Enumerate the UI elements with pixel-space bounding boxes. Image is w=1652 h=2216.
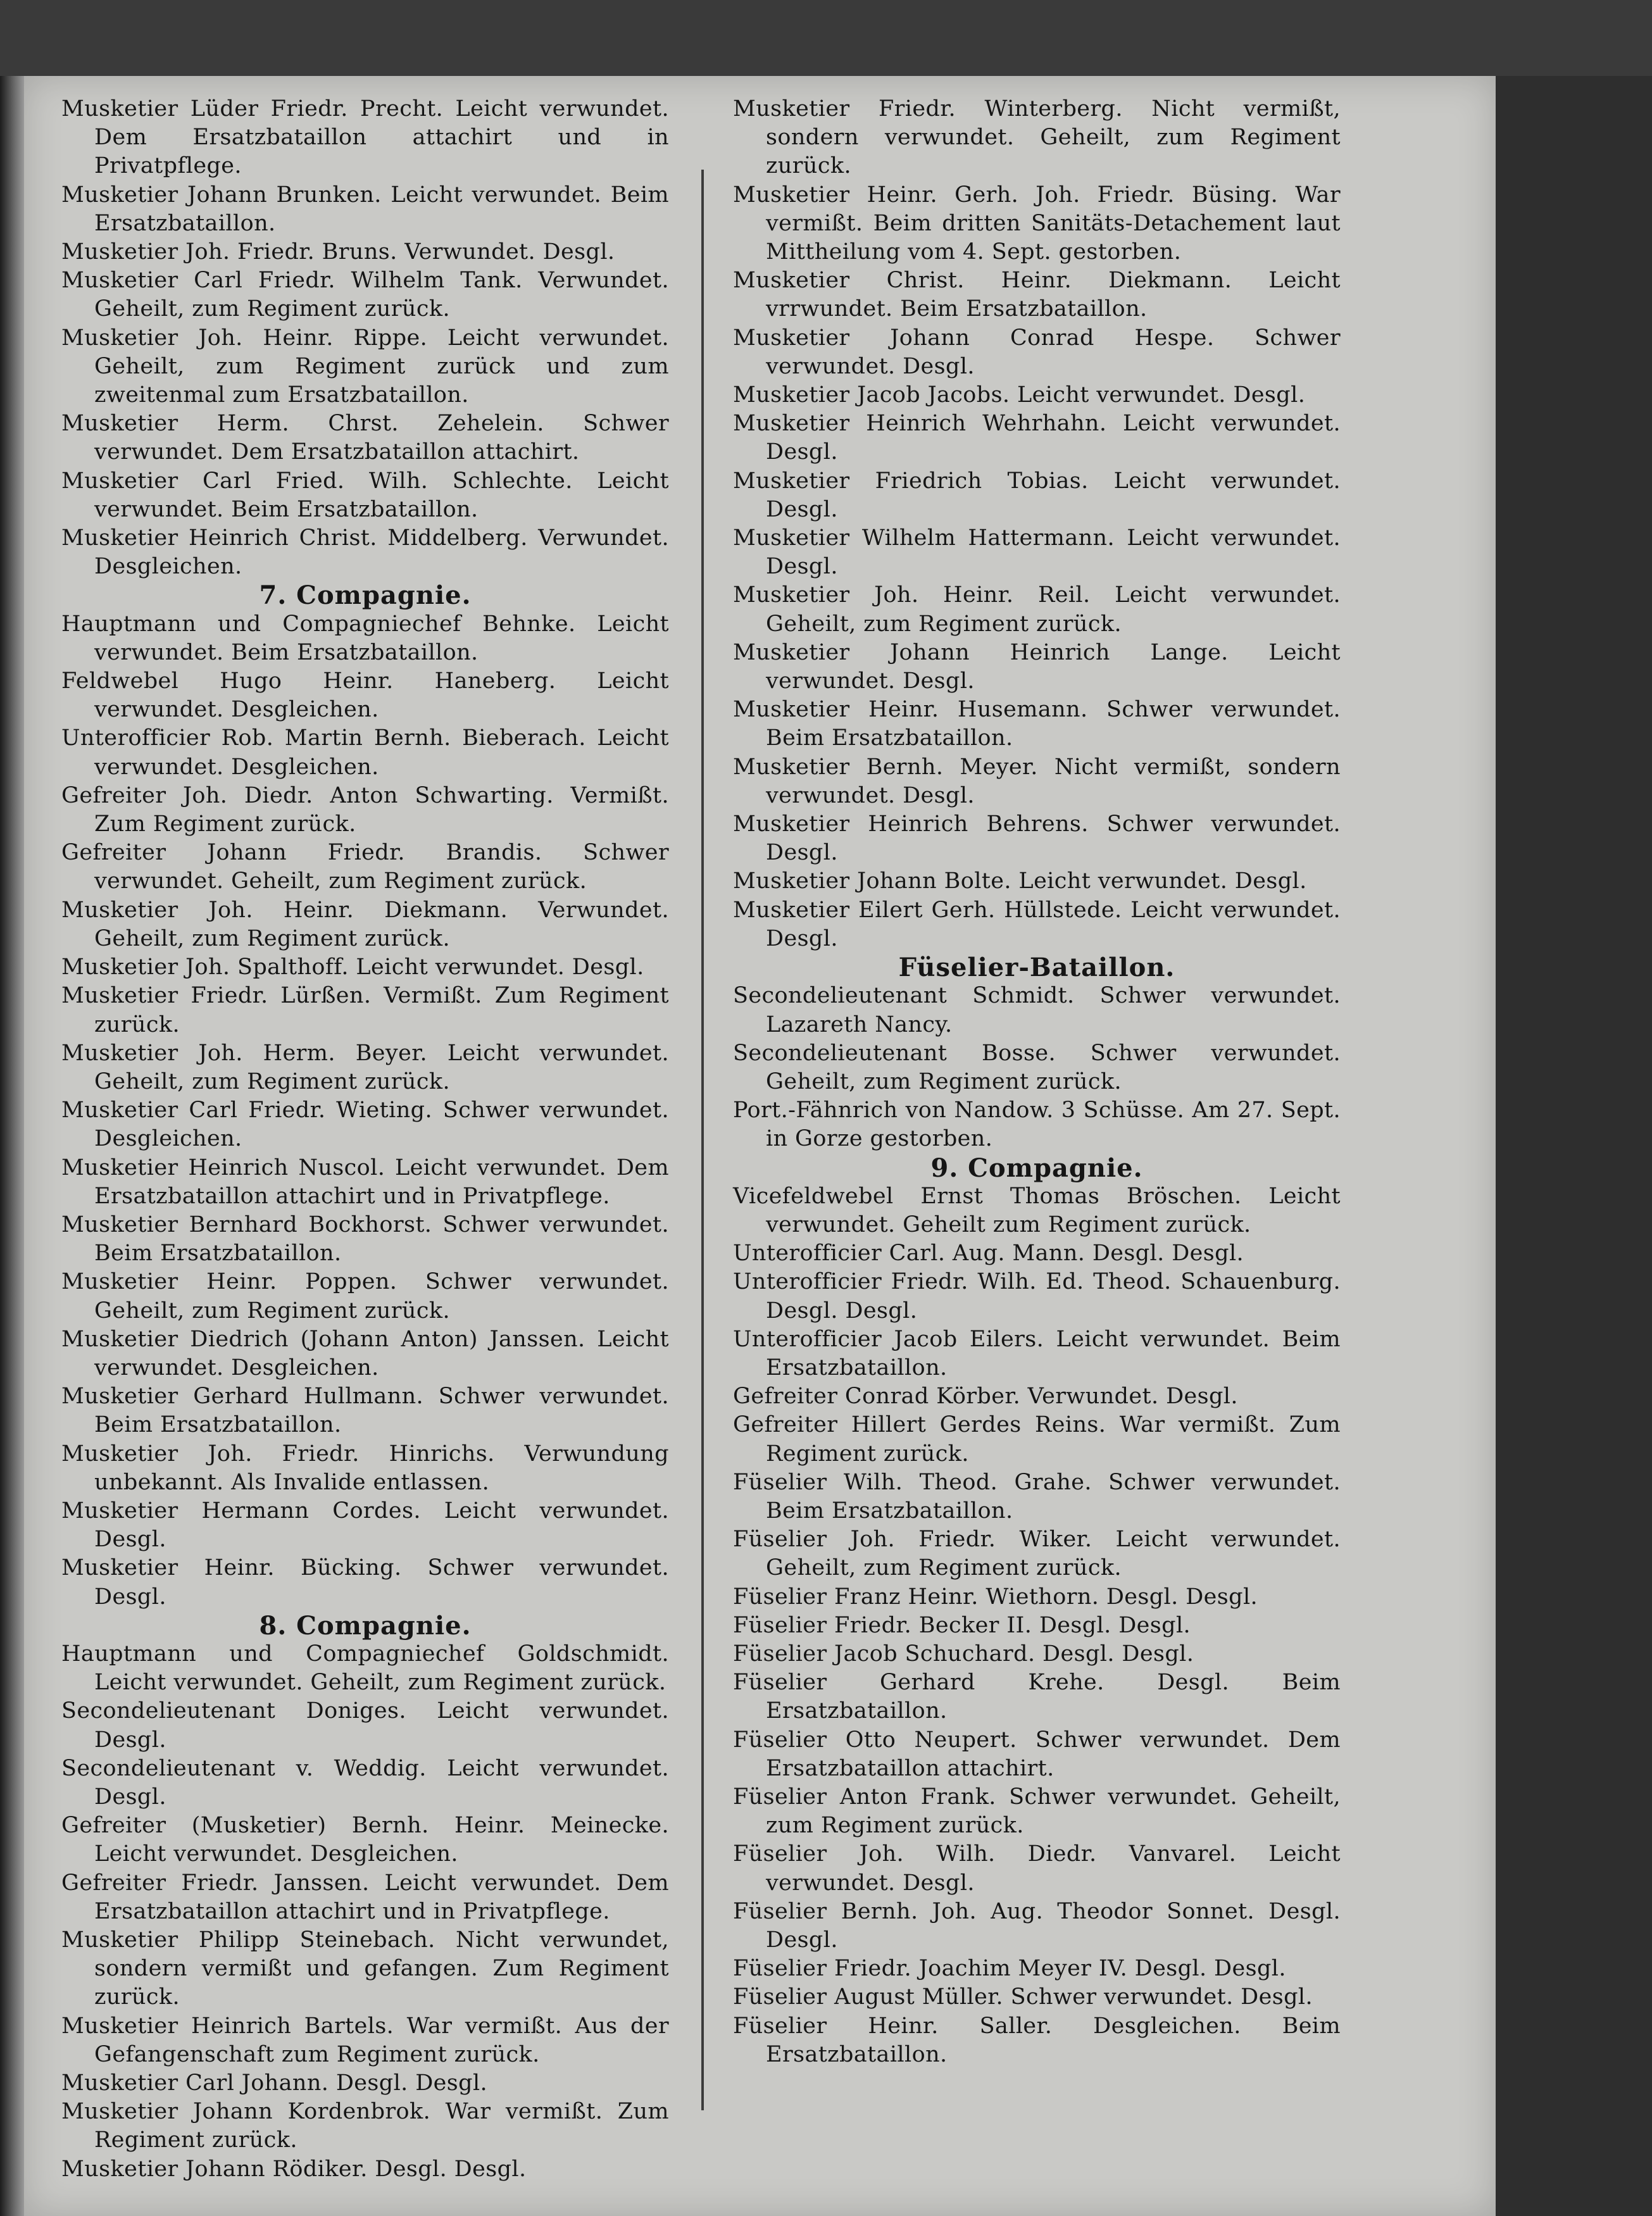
casualty-entry: Musketier Heinrich Behrens. Schwer verwundet. Desgl.: [733, 811, 1341, 866]
casualty-entry: Musketier Heinrich Bartels. War vermißt. Aus der Gefangenschaft zum Regiment zurück.: [61, 2013, 669, 2067]
casualty-entry: Musketier Carl Johann. Desgl. Desgl.: [61, 2070, 488, 2096]
casualty-entry: Gefreiter Joh. Diedr. Anton Schwarting. Vermißt. Zum Regiment zurück.: [61, 782, 669, 837]
casualty-entry: Füselier Wilh. Theod. Grahe. Schwer verwundet. Beim Ersatzbataillon.: [733, 1469, 1341, 1524]
casualty-entry: Füselier Bernh. Joh. Aug. Theodor Sonnet. Desgl. Desgl.: [733, 1898, 1341, 1953]
casualty-entry: Musketier Johann Conrad Hespe. Schwer verwundet. Desgl.: [733, 325, 1341, 379]
casualty-entry: Füselier Friedr. Becker II. Desgl. Desgl.: [733, 1612, 1191, 1638]
casualty-entry: Musketier Lüder Friedr. Precht. Leicht verwundet. Dem Ersatzbataillon attachirt und in Privatpflege.: [61, 96, 669, 179]
casualty-entry: Musketier Joh. Spalthoff. Leicht verwundet. Desgl.: [61, 955, 644, 980]
casualty-entry: Feldwebel Hugo Heinr. Haneberg. Leicht verwundet. Desgleichen.: [61, 668, 669, 723]
casualty-entry: Gefreiter Friedr. Janssen. Leicht verwundet. Dem Ersatzbataillon attachirt und in Privatpflege.: [61, 1870, 669, 1924]
casualty-entry: Musketier Carl Friedr. Wilhelm Tank. Verwundet. Geheilt, zum Regiment zurück.: [61, 268, 669, 322]
casualty-entry: Musketier Hermann Cordes. Leicht verwundet. Desgl.: [61, 1498, 669, 1553]
casualty-entry: Füselier Joh. Friedr. Wiker. Leicht verwundet. Geheilt, zum Regiment zurück.: [733, 1527, 1341, 1581]
casualty-entry: Musketier Bernh. Meyer. Nicht vermißt, sondern verwundet. Desgl.: [733, 754, 1341, 808]
casualty-entry: Musketier Wilhelm Hattermann. Leicht verwundet. Desgl.: [733, 525, 1341, 580]
section-heading: 7. Compagnie.: [259, 580, 472, 611]
casualty-entry: Musketier Johann Bolte. Leicht verwundet. Desgl.: [733, 868, 1307, 894]
column-divider: [701, 170, 704, 2110]
casualty-entry: Hauptmann und Compagniechef Goldschmidt. Leicht verwundet. Geheilt, zum Regiment zurück.: [61, 1641, 669, 1696]
casualty-entry: Füselier Jacob Schuchard. Desgl. Desgl.: [733, 1641, 1194, 1667]
section-heading: Füselier-Bataillon.: [898, 953, 1175, 983]
casualty-entry: Gefreiter Conrad Körber. Verwundet. Desgl.: [733, 1384, 1238, 1410]
casualty-entry: Musketier Heinr. Gerh. Joh. Friedr. Büsing. War vermißt. Beim dritten Sanitäts-Detachement laut Mittheilung vom 4. Sept. gestorben.: [733, 182, 1341, 265]
casualty-entry: Musketier Heinr. Poppen. Schwer verwundet. Geheilt, zum Regiment zurück.: [61, 1269, 669, 1324]
casualty-entry: Musketier Joh. Friedr. Hinrichs. Verwundung unbekannt. Als Invalide entlassen.: [61, 1441, 669, 1495]
casualty-entry: Musketier Joh. Heinr. Reil. Leicht verwundet. Geheilt, zum Regiment zurück.: [733, 582, 1341, 637]
casualty-entry: Füselier Franz Heinr. Wiethorn. Desgl. Desgl.: [733, 1584, 1258, 1610]
casualty-entry: Musketier Friedrich Tobias. Leicht verwundet. Desgl.: [733, 468, 1341, 522]
book-gutter: [0, 76, 24, 2216]
casualty-entry: Füselier August Müller. Schwer verwundet. Desgl.: [733, 1984, 1313, 2010]
casualty-entry: Musketier Herm. Chrst. Zehelein. Schwer verwundet. Dem Ersatzbataillon attachirt.: [61, 411, 669, 465]
casualty-entry: Füselier Friedr. Joachim Meyer IV. Desgl. Desgl.: [733, 1956, 1286, 1982]
casualty-entry: Musketier Eilert Gerh. Hüllstede. Leicht verwundet. Desgl.: [733, 897, 1341, 951]
casualty-entry: Musketier Christ. Heinr. Diekmann. Leicht vrrwundet. Beim Ersatzbataillon.: [733, 268, 1341, 322]
scan-background: [1496, 76, 1652, 2216]
casualty-entry: Port.-Fähnrich von Nandow. 3 Schüsse. Am 27. Sept. in Gorze gestorben.: [733, 1098, 1341, 1152]
casualty-entry: Musketier Diedrich (Johann Anton) Janssen. Leicht verwundet. Desgleichen.: [61, 1326, 669, 1380]
section-heading: 8. Compagnie.: [259, 1610, 472, 1641]
casualty-entry: Hauptmann und Compagniechef Behnke. Leicht verwundet. Beim Ersatzbataillon.: [61, 611, 669, 665]
casualty-entry: Musketier Joh. Herm. Beyer. Leicht verwundet. Geheilt, zum Regiment zurück.: [61, 1040, 669, 1094]
casualty-entry: Vicefeldwebel Ernst Thomas Bröschen. Leicht verwundet. Geheilt zum Regiment zurück.: [733, 1183, 1341, 1237]
casualty-entry: Musketier Friedr. Winterberg. Nicht vermißt, sondern verwundet. Geheilt, zum Regiment zurück.: [733, 96, 1341, 179]
casualty-entry: Musketier Carl Fried. Wilh. Schlechte. Leicht verwundet. Beim Ersatzbataillon.: [61, 468, 669, 522]
casualty-entry: Gefreiter (Musketier) Bernh. Heinr. Meinecke. Leicht verwundet. Desgleichen.: [61, 1813, 669, 1867]
casualty-entry: Musketier Carl Friedr. Wieting. Schwer verwundet. Desgleichen.: [61, 1098, 669, 1152]
casualty-entry: Musketier Johann Heinrich Lange. Leicht verwundet. Desgl.: [733, 639, 1341, 694]
casualty-entry: Secondelieutenant Schmidt. Schwer verwundet. Lazareth Nancy.: [733, 983, 1341, 1037]
casualty-entry: Secondelieutenant Doniges. Leicht verwundet. Desgl.: [61, 1698, 669, 1753]
casualty-entry: Unterofficier Rob. Martin Bernh. Bieberach. Leicht verwundet. Desgleichen.: [61, 725, 669, 780]
casualty-entry: Musketier Joh. Heinr. Rippe. Leicht verwundet. Geheilt, zum Regiment zurück und zum zweitenmal zum Ersatzbataillon.: [61, 325, 669, 408]
casualty-entry: Musketier Johann Brunken. Leicht verwundet. Beim Ersatzbataillon.: [61, 182, 669, 236]
casualty-entry: Musketier Johann Kordenbrok. War vermißt. Zum Regiment zurück.: [61, 2099, 669, 2153]
casualty-entry: Musketier Bernhard Bockhorst. Schwer verwundet. Beim Ersatzbataillon.: [61, 1211, 669, 1267]
casualty-entry: Füselier Otto Neupert. Schwer verwundet. Dem Ersatzbataillon attachirt.: [733, 1727, 1341, 1781]
casualty-entry: Füselier Joh. Wilh. Diedr. Vanvarel. Leicht verwundet. Desgl.: [733, 1841, 1341, 1896]
casualty-entry: Musketier Gerhard Hullmann. Schwer verwundet. Beim Ersatzbataillon.: [61, 1384, 669, 1438]
casualty-entry: Musketier Joh. Friedr. Bruns. Verwundet. Desgl.: [61, 239, 615, 265]
casualty-entry: Secondelieutenant Bosse. Schwer verwundet. Geheilt, zum Regiment zurück.: [733, 1040, 1341, 1094]
casualty-entry: Unterofficier Carl. Aug. Mann. Desgl. Desgl.: [733, 1241, 1244, 1267]
casualty-entry: Füselier Anton Frank. Schwer verwundet. Geheilt, zum Regiment zurück.: [733, 1784, 1341, 1839]
casualty-entry: Musketier Heinrich Nuscol. Leicht verwundet. Dem Ersatzbataillon attachirt und in Privatpflege.: [61, 1155, 669, 1209]
casualty-entry: Secondelieutenant v. Weddig. Leicht verwundet. Desgl.: [61, 1755, 669, 1810]
casualty-entry: Unterofficier Jacob Eilers. Leicht verwundet. Beim Ersatzbataillon.: [733, 1326, 1341, 1380]
casualty-entry: Füselier Heinr. Saller. Desgleichen. Beim Ersatzbataillon.: [733, 2013, 1341, 2067]
casualty-entry: Musketier Heinr. Bücking. Schwer verwundet. Desgl.: [61, 1555, 669, 1610]
casualty-entry: Gefreiter Johann Friedr. Brandis. Schwer verwundet. Geheilt, zum Regiment zurück.: [61, 840, 669, 894]
casualty-entry: Unterofficier Friedr. Wilh. Ed. Theod. Schauenburg. Desgl. Desgl.: [733, 1269, 1341, 1324]
casualty-entry: Musketier Philipp Steinebach. Nicht verwundet, sondern vermißt und gefangen. Zum Regiment zurück.: [61, 1927, 669, 2010]
section-heading: 9. Compagnie.: [930, 1153, 1143, 1183]
casualty-entry: Musketier Heinr. Husemann. Schwer verwundet. Beim Ersatzbataillon.: [733, 697, 1341, 751]
casualty-entry: Musketier Joh. Heinr. Diekmann. Verwundet. Geheilt, zum Regiment zurück.: [61, 897, 669, 951]
casualty-entry: Musketier Johann Rödiker. Desgl. Desgl.: [61, 2156, 527, 2182]
casualty-entry: Musketier Friedr. Lürßen. Vermißt. Zum Regiment zurück.: [61, 983, 669, 1037]
casualty-entry: Musketier Heinrich Christ. Middelberg. Verwundet. Desgleichen.: [61, 525, 669, 580]
right-text-column: [733, 95, 1341, 2069]
casualty-entry: Musketier Heinrich Wehrhahn. Leicht verwundet. Desgl.: [733, 411, 1341, 465]
casualty-entry: Musketier Jacob Jacobs. Leicht verwundet. Desgl.: [733, 382, 1306, 408]
casualty-entry: Gefreiter Hillert Gerdes Reins. War vermißt. Zum Regiment zurück.: [733, 1412, 1341, 1467]
left-text-column: [61, 95, 669, 2184]
casualty-entry: Füselier Gerhard Krehe. Desgl. Beim Ersatzbataillon.: [733, 1670, 1341, 1724]
